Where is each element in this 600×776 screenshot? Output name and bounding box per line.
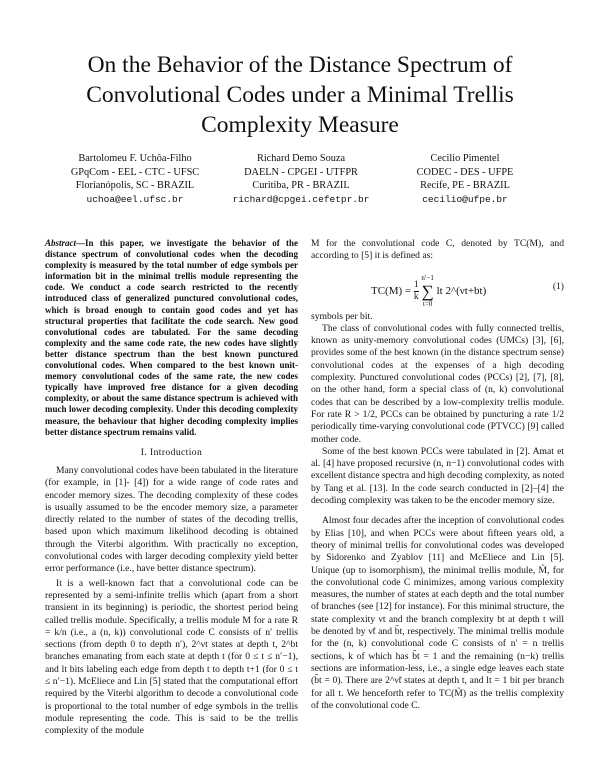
- author-affiliation: CODEC - DES - UFPE: [416, 166, 514, 178]
- body-paragraph: It is a well-known fact that a convolutional code can be represented by a semi-infinite trellis which (apart from a short transient in its beginning) is periodic, the shortest period being called trellis module. Specifically, a trellis module M for a rate R = k/n (i.e., a (n, k)) convolutional code C consists of n′ trellis sections (from depth 0 to depth n′), 2^νt states at depth t, 2^bt branches emanating from each state at depth t (for 0 ≤ t ≤ n′−1), and lt bits labeling each edge from depth t to depth t+1 (for 0 ≤ t ≤ n′−1). McEliece and Lin [5] stated that the computational effort required by the Viterbi algorithm to decode a convolutional code is proportional to the total number of edge symbols in the trellis module representing the code. This is said to be the trellis complexity of the module: [45, 577, 298, 737]
- fraction-numerator: 1: [413, 279, 419, 290]
- body-paragraph: M for the convolutional code C, denoted by TC(M), and according to [5] it is defined as:: [311, 238, 564, 262]
- author-block: [40, 152, 560, 208]
- author-2: [206, 152, 396, 206]
- body-paragraph: Almost four decades after the inception of convolutional codes by Elias [10], and when PCCs were about fifteen years old, a theory of minimal trellis for convolutional codes was developed by Sidorenko and Zyablov [11] and McEliece and Lin [5]. Unique (up to isomorphism), the minimal trellis module, M̃, for the convolutional code C minimizes, among various complexity measures, the number of states at each depth and the total number of branches (see [12] for instance). For this minimal structure, the state complexity νt and the branch complexity bt at depth t will be denoted by ν̃t and b̃t, respectively. The minimal trellis module for the (n, k) convolutional code C consists of n′ = n trellis sections, k of which has b̃t = 1 and the remaining (n−k) trellis sections are information-less, i.e., a single edge leaves each state (b̃t = 0). There are 2^ν̃t states at depth t, and lt = 1 bit per branch for all t. We henceforth refer to TC(M̃) as the trellis complexity of the convolutional code C.: [311, 515, 564, 711]
- equation-expression: [371, 273, 486, 310]
- sum-lower-limit: t=0: [422, 299, 433, 308]
- abstract: [45, 238, 298, 438]
- author-affiliation: DAELN - CPGEI - UTFPR: [244, 166, 358, 178]
- sum-upper-limit: n′−1: [421, 273, 434, 282]
- sum-term: lt 2^(νt+bt): [436, 284, 487, 297]
- equation-number: (1): [552, 280, 564, 292]
- author-1: [40, 152, 230, 206]
- abstract-label: Abstract—: [45, 238, 86, 248]
- left-column: [45, 238, 298, 738]
- body-paragraph: Some of the best known PCCs were tabulated in [2]. Amat et al. [4] have proposed recursive (n, n−1) convolutional codes with excellent distance spectra and high decoding complexity, as noted by Tang et al. [13]. In the code search conducted in [2]–[4] the decoding complexity was taken to be the encoder memory size.: [311, 445, 564, 507]
- equation-1: [311, 267, 564, 307]
- abstract-text: In this paper, we investigate the behavior of the distance spectrum of convolutional codes when the decoding complexity is measured by the total number of edge symbols per information bit in the minimal trellis module representing the code. We conduct a code search restricted to the recently introduced class of generalized punctured convolutional codes, which is broad enough to contain good codes and yet has structural properties that facilitate the code search. New good convolutional codes are tabulated. For the same decoding complexity and the same code rate, the new codes have slightly better distance spectrum than the best known punctured convolutional codes. When compared to the best known unit-memory convolutional codes of the same rate, the new codes typically have improved free distance for a given decoding complexity, or about the same distance spectrum is achieved with much lower decoding complexity. Under this decoding complexity measure, the behaviour that higher decoding complexity implies better distance spectrum remains valid.: [45, 238, 298, 437]
- paper-title: On the Behavior of the Distance Spectrum of Convolutional Codes under a Minimal Trellis Complexity Measure: [86, 52, 514, 138]
- author-name: Richard Demo Souza: [256, 153, 346, 164]
- body-paragraph: symbols per bit.: [311, 310, 373, 322]
- author-location: Recife, PE - BRAZIL: [420, 180, 510, 192]
- author-name: Bartolomeu F. Uchôa-Filho: [78, 153, 192, 164]
- right-column: [311, 238, 564, 712]
- body-paragraph: The class of convolutional codes with fully connected trellis, known as unity-memory convolutional codes (UMCs) [3], [6], provides some of the best known (in the distance spectrum sense) convolutional codes at the expenses of a high decoding complexity. Punctured convolutional codes (PCCs) [2], [7], [8], on the other hand, form a special class of (n, k) convolutional codes that can be described by a low-complexity trellis module. For rate R > 1/2, PCCs can be obtained by puncturing a rate 1/2 periodically time-varying convolutional code (PTVCC) [9] called mother code.: [311, 322, 564, 445]
- equation-lhs: TC(M) =: [371, 284, 412, 297]
- author-name: Cecilio Pimentel: [430, 153, 500, 164]
- sum-symbol: [421, 273, 433, 310]
- author-location: Curitiba, PR - BRAZIL: [252, 180, 350, 192]
- author-affiliation: GPqCom - EEL - CTC - UFSC: [70, 166, 200, 178]
- author-email[interactable]: uchoa@eel.ufsc.br: [86, 193, 184, 205]
- section-heading: I. Introduction: [140, 446, 203, 458]
- sigma-icon: ∑: [421, 281, 434, 301]
- author-email[interactable]: richard@cpgei.cefetpr.br: [232, 193, 370, 205]
- equation-fraction: [414, 280, 419, 303]
- author-location: Florianópolis, SC - BRAZIL: [75, 180, 195, 192]
- author-email[interactable]: cecilio@ufpe.br: [422, 193, 508, 205]
- fraction-denominator: k: [413, 291, 419, 302]
- body-paragraph: Many convolutional codes have been tabulated in the literature (for example, in [1]- [4]) for a wide range of code rates and encoder memory sizes. The decoding complexity of these codes is usually assumed to be the encoder memory size, a parameter directly related to the number of states of the decoding trellis, based upon which maximum likelihood decoding is obtained through the Viterbi algorithm. With practically no exception, convolutional codes with larger decoding complexity yield better error performance (i.e., have better distance spectrum).: [45, 464, 298, 575]
- author-3: [370, 152, 560, 206]
